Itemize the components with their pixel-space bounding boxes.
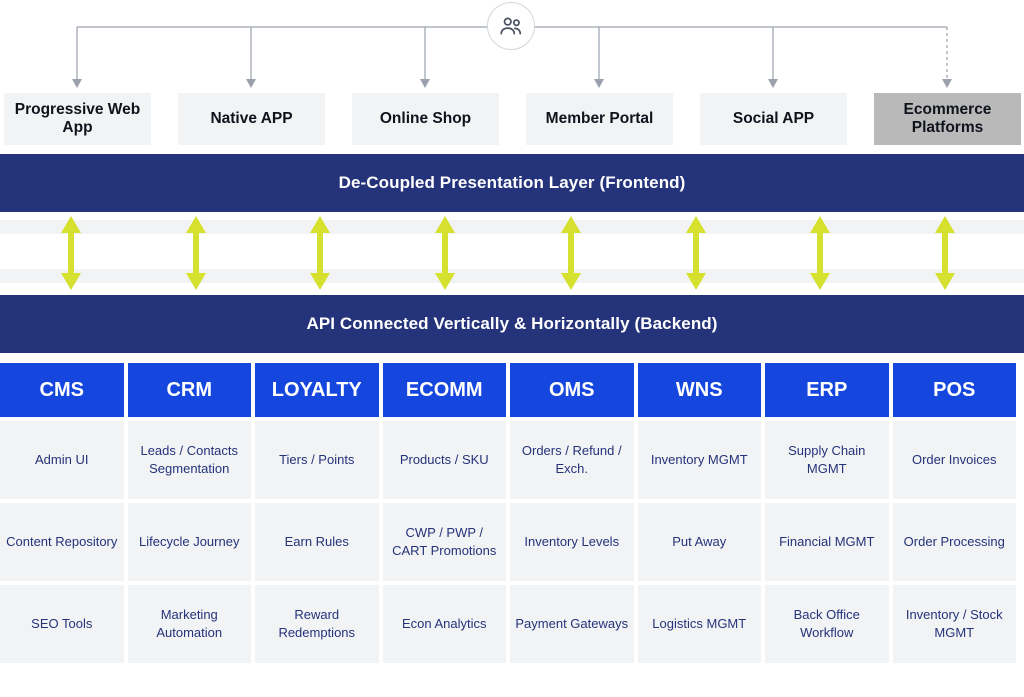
column-header-cms[interactable]: CMS [0, 363, 124, 417]
bidirectional-arrow-icon [185, 216, 207, 290]
column-header-wns[interactable]: WNS [638, 363, 762, 417]
cell: Earn Rules [255, 503, 379, 581]
channel-label: Ecommerce Platforms [903, 101, 992, 136]
channel-online-shop[interactable] [352, 93, 499, 145]
cell: Order Invoices [893, 421, 1017, 499]
bidirectional-arrow-icon [934, 216, 956, 290]
column-header-oms[interactable]: OMS [510, 363, 634, 417]
channel-label: Online Shop [379, 110, 472, 128]
frontend-layer-bar [0, 154, 1024, 212]
bidirectional-arrow-icon [809, 216, 831, 290]
cell: Inventory Levels [510, 503, 634, 581]
table-row [0, 585, 1016, 663]
column-header-loyalty[interactable]: LOYALTY [255, 363, 379, 417]
column-header-ecomm[interactable]: ECOMM [383, 363, 507, 417]
cell: Supply Chain MGMT [765, 421, 889, 499]
channel-member-portal[interactable] [526, 93, 673, 145]
bidirectional-arrow-icon [309, 216, 331, 290]
cell: Put Away [638, 503, 762, 581]
users-icon [487, 2, 535, 50]
table-header-row [0, 363, 1016, 417]
backend-layer-bar [0, 295, 1024, 353]
channel-label: Native APP [210, 110, 293, 128]
bidirectional-arrow-icon [60, 216, 82, 290]
channel-native-app[interactable] [178, 93, 325, 145]
cell: Reward Redemptions [255, 585, 379, 663]
channel-social-app[interactable] [700, 93, 847, 145]
backend-layer-label: API Connected Vertically & Horizontally (Backend) [306, 314, 718, 333]
column-header-erp[interactable]: ERP [765, 363, 889, 417]
channel-label: Social APP [732, 110, 815, 128]
table-row [0, 503, 1016, 581]
cell: Payment Gateways [510, 585, 634, 663]
cell: SEO Tools [0, 585, 124, 663]
divider-strip-top [0, 220, 1024, 234]
cell: Content Repository [0, 503, 124, 581]
channel-progressive-web-app[interactable] [4, 93, 151, 145]
cell: Orders / Refund / Exch. [510, 421, 634, 499]
channel-label: Member Portal [545, 110, 654, 128]
cell: Leads / Contacts Segmentation [128, 421, 252, 499]
cell: Financial MGMT [765, 503, 889, 581]
table-row [0, 421, 1016, 499]
frontend-layer-label: De-Coupled Presentation Layer (Frontend) [338, 173, 686, 192]
cell: Admin UI [0, 421, 124, 499]
cell: Back Office Workflow [765, 585, 889, 663]
bidirectional-arrow-icon [434, 216, 456, 290]
channel-ecommerce-platforms[interactable] [874, 93, 1021, 145]
column-header-crm[interactable]: CRM [128, 363, 252, 417]
column-header-pos[interactable]: POS [893, 363, 1017, 417]
cell: Products / SKU [383, 421, 507, 499]
cell: Logistics MGMT [638, 585, 762, 663]
cell: Order Processing [893, 503, 1017, 581]
cell: Lifecycle Journey [128, 503, 252, 581]
channel-row [0, 93, 1024, 145]
channel-label: Progressive Web App [14, 101, 141, 136]
bidirectional-arrow-icon [685, 216, 707, 290]
cell: Econ Analytics [383, 585, 507, 663]
divider-strip-bottom [0, 269, 1024, 283]
cell: CWP / PWP / CART Promotions [383, 503, 507, 581]
cell: Inventory / Stock MGMT [893, 585, 1017, 663]
cell: Tiers / Points [255, 421, 379, 499]
capability-table [0, 359, 1024, 667]
cell: Inventory MGMT [638, 421, 762, 499]
cell: Marketing Automation [128, 585, 252, 663]
bidirectional-arrow-icon [560, 216, 582, 290]
